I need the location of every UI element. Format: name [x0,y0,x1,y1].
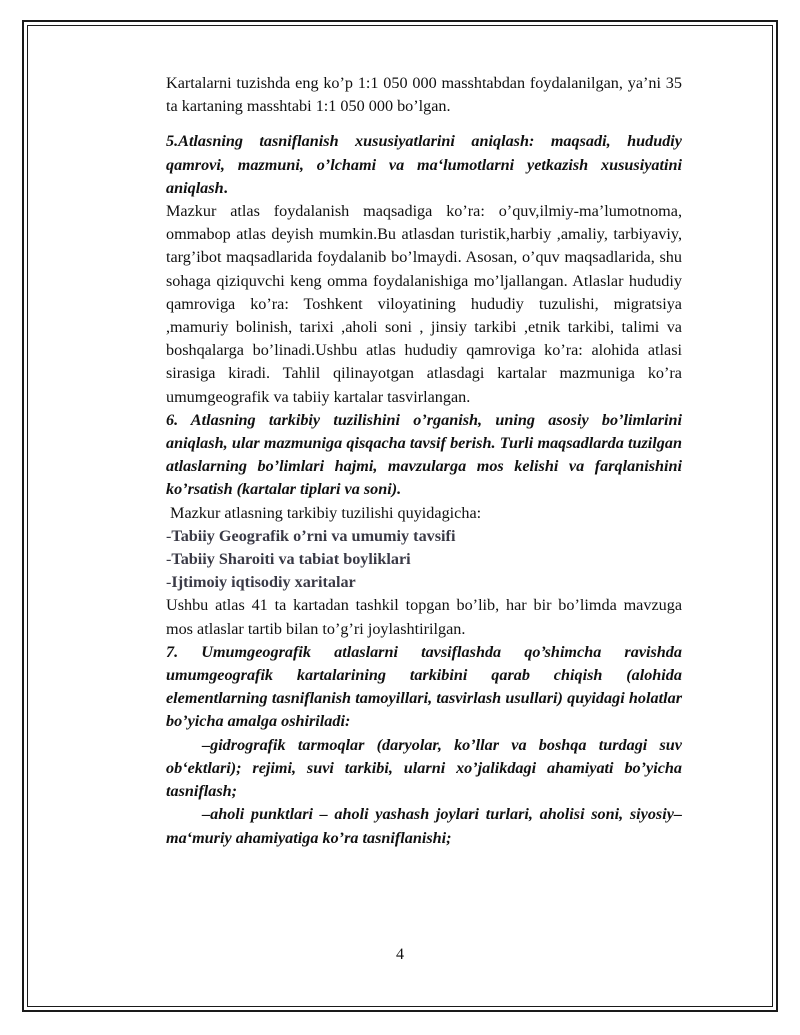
page-number: 4 [396,946,404,963]
heading-section-5-period: . [223,178,228,197]
section-list-item [166,525,682,548]
list-dash: - [166,526,172,545]
list-item-label: Ijtimoiy iqtisodiy xaritalar [171,573,356,592]
section-6-closing: Ushbu atlas 41 ta kartadan tashkil topgan bo’lib, har bir bo’limda mavzuga mos atlaslar tartib bilan to’g’ri joylashtirilgan. [166,596,682,638]
intro-paragraph: Kartalarni tuzishda eng ko’p 1:1 050 000 masshtabdan foydalanilgan, ya’ni 35 ta kartaning masshtabi 1:1 050 000 bo’lgan. [166,74,682,116]
heading-section-5-text: 5.Atlasning tasniflanish xususiyatlarini aniqlash: maqsadi, hududiy qamrovi, mazmuni, o’lchami va ma‘lumotlarni yetkazish xususiyatini aniqlash [166,132,682,197]
heading-section-6: 6. Atlasning tarkibiy tuzilishini o’rganish, uning asosiy bo’limlarini aniqlash, ular mazmuniga qisqacha tavsif berish. Turli maqsadlarda tuzilgan atlaslarning bo’limlari hajmi, mavzularga mos kelishi va farqlanishini ko’rsatish (kartalar tiplari va soni). [166,410,682,499]
list-item: –gidrografik tarmoqlar (daryolar, ko’llar va boshqa turdagi suv ob‘ektlari); rejimi, suvi tarkibi, ularni xo’jalikdagi ahamiyati bo’yicha tasniflash; [166,735,682,801]
list-dash: - [166,573,172,592]
heading-section-7: 7. Umumgeografik atlaslarni tavsiflashda qo’shimcha ravishda umumgeografik kartalarining tarkibini qarab chiqish (alohida elementlarning tasniflanish tamoyillari, tasvirlash usullari) quyidagi holatlar bo’yicha amalga oshiriladi: [166,642,682,731]
list-item: –aholi punktlari – aholi yashash joylari turlari, aholisi soni, siyosiy–ma‘muriy ahamiyatiga ko’ra tasniflanishi; [166,805,682,847]
section-list-item [166,571,682,594]
document-body [166,72,682,850]
section-list-item [166,548,682,571]
list-item-label: Tabiiy Geografik o’rni va umumiy tavsifi [171,526,456,545]
list-dash: - [166,550,172,569]
section-6-intro: Mazkur atlasning tarkibiy tuzilishi quyidagicha: [166,503,482,522]
list-item-label: Tabiiy Sharoiti va tabiat boyliklari [171,550,411,569]
heading-section-5 [166,130,682,200]
section-5-paragraph: Mazkur atlas foydalanish maqsadiga ko’ra: o’quv,ilmiy-ma’lumotnoma, ommabop atlas deyish mumkin.Bu atlasdan turistik,harbiy ,amaliy, tarbiyaviy, targ’ibot maqsadlarida foydalanib bo’lmaydi. Asosan, o’quv maqsadlarida, shu sohaga qiziquvchi keng omma foydalanishiga mo’ljallangan. Atlaslar hududiy qamroviga ko’ra: Toshkent viloyatining hududiy tuzulishi, migratsiya ,mamuriy bolinish, tarixi ,aholi soni , jinsiy tarkibi ,etnik tarkibi, talimi va boshqalarga bo’linadi.Ushbu atlas hududiy qamroviga ko’ra: alohida atlasi sirasiga kiradi. Tahlil qilinayotgan atlasdagi kartalar mazmuniga ko’ra umumgeografik va tabiiy kartalar tasvirlangan. [166,202,682,406]
